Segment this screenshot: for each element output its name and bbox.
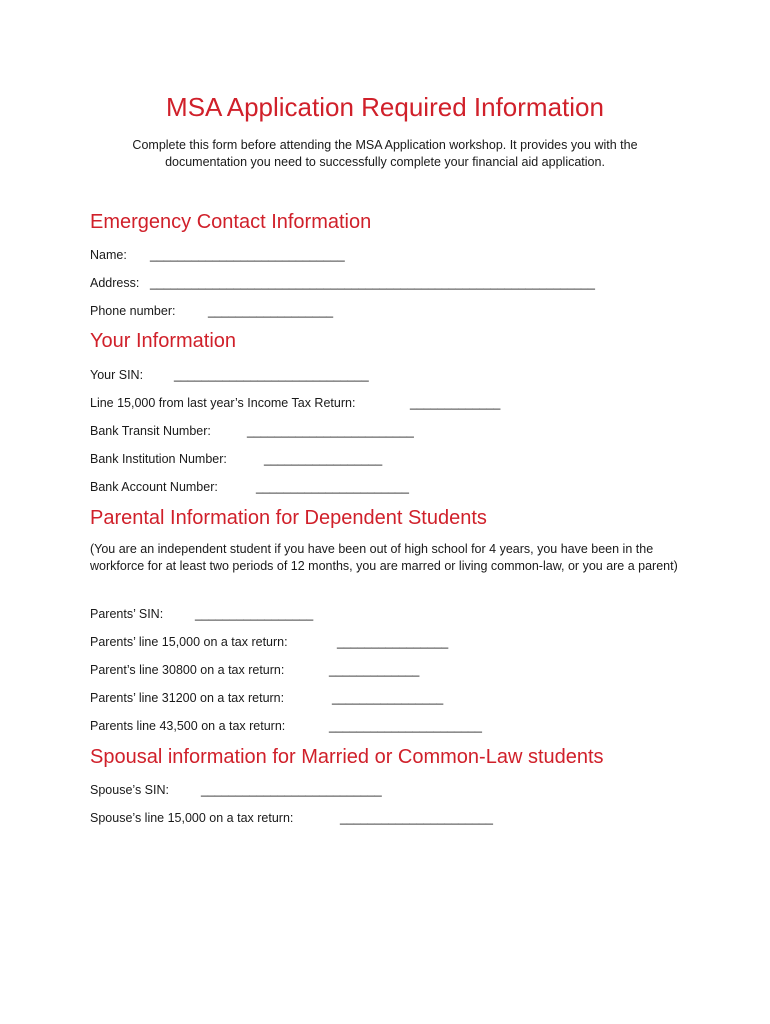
spouse-sin-row [90,782,382,798]
emergency-name-field[interactable]: ____________________________ [150,248,345,262]
parents-sin-field[interactable]: _________________ [195,607,314,621]
parents-line15000-label: Parents’ line 15,000 on a tax return: [90,635,288,649]
bank-transit-label: Bank Transit Number: [90,424,211,438]
your-line15000-label: Line 15,000 from last year’s Income Tax Return: [90,396,356,410]
parents-sin-label: Parents’ SIN: [90,607,164,621]
your-sin-field[interactable]: ____________________________ [174,368,369,382]
parents-line15000-field[interactable]: ________________ [337,635,449,649]
your-line15000-field[interactable]: _____________ [410,396,501,410]
spouse-line15000-field[interactable]: ______________________ [340,811,493,825]
spouse-line15000-row [90,810,493,826]
emergency-address-field[interactable]: ________________________________________________________________ [150,276,595,290]
intro-text: Complete this form before attending the MSA Application workshop. It provides you with the documentation you need to successfully complete your financial aid application. [132,138,638,169]
your-sin-row [90,367,369,383]
emergency-name-row [90,247,345,263]
parents-line31200-field[interactable]: ________________ [332,691,444,705]
bank-institution-label: Bank Institution Number: [90,452,227,466]
your-sin-label: Your SIN: [90,368,144,382]
bank-account-row [90,479,409,495]
parents-line15000-row [90,634,449,650]
your-information-heading: Your Information [90,330,237,352]
bank-account-field[interactable]: ______________________ [256,480,409,494]
parental-information-heading: Parental Information for Dependent Students [90,507,487,529]
parents-line31200-row [90,690,444,706]
emergency-contact-heading: Emergency Contact Information [90,211,372,233]
spouse-sin-field[interactable]: __________________________ [201,783,382,797]
bank-account-label: Bank Account Number: [90,480,218,494]
your-line15000-row [90,395,501,411]
spouse-sin-label: Spouse’s SIN: [90,783,169,797]
bank-institution-row [90,451,383,467]
parents-line43500-label: Parents line 43,500 on a tax return: [90,719,286,733]
emergency-phone-field[interactable]: __________________ [208,304,334,318]
emergency-phone-row [90,303,334,319]
bank-institution-field[interactable]: _________________ [264,452,383,466]
independent-student-note: (You are an independent student if you have been out of high school for 4 years, you have been in the workforce for at least two periods of 12 months, you are marred or living common-law, or you are a parent) [90,542,678,573]
page-title: MSA Application Required Information [166,92,604,122]
emergency-phone-label: Phone number: [90,304,176,318]
parents-line43500-row [90,718,482,734]
parents-line43500-field[interactable]: ______________________ [329,719,482,733]
emergency-address-label: Address: [90,276,140,290]
spousal-information-heading: Spousal information for Married or Common-Law students [90,746,604,768]
bank-transit-field[interactable]: ________________________ [247,424,414,438]
parents-line30800-field[interactable]: _____________ [329,663,420,677]
bank-transit-row [90,423,414,439]
parents-line30800-label: Parent’s line 30800 on a tax return: [90,663,285,677]
emergency-address-row [90,275,595,291]
parents-sin-row [90,606,314,622]
emergency-name-label: Name: [90,248,127,262]
parents-line31200-label: Parents’ line 31200 on a tax return: [90,691,285,705]
spouse-line15000-label: Spouse’s line 15,000 on a tax return: [90,811,294,825]
parents-line30800-row [90,662,420,678]
